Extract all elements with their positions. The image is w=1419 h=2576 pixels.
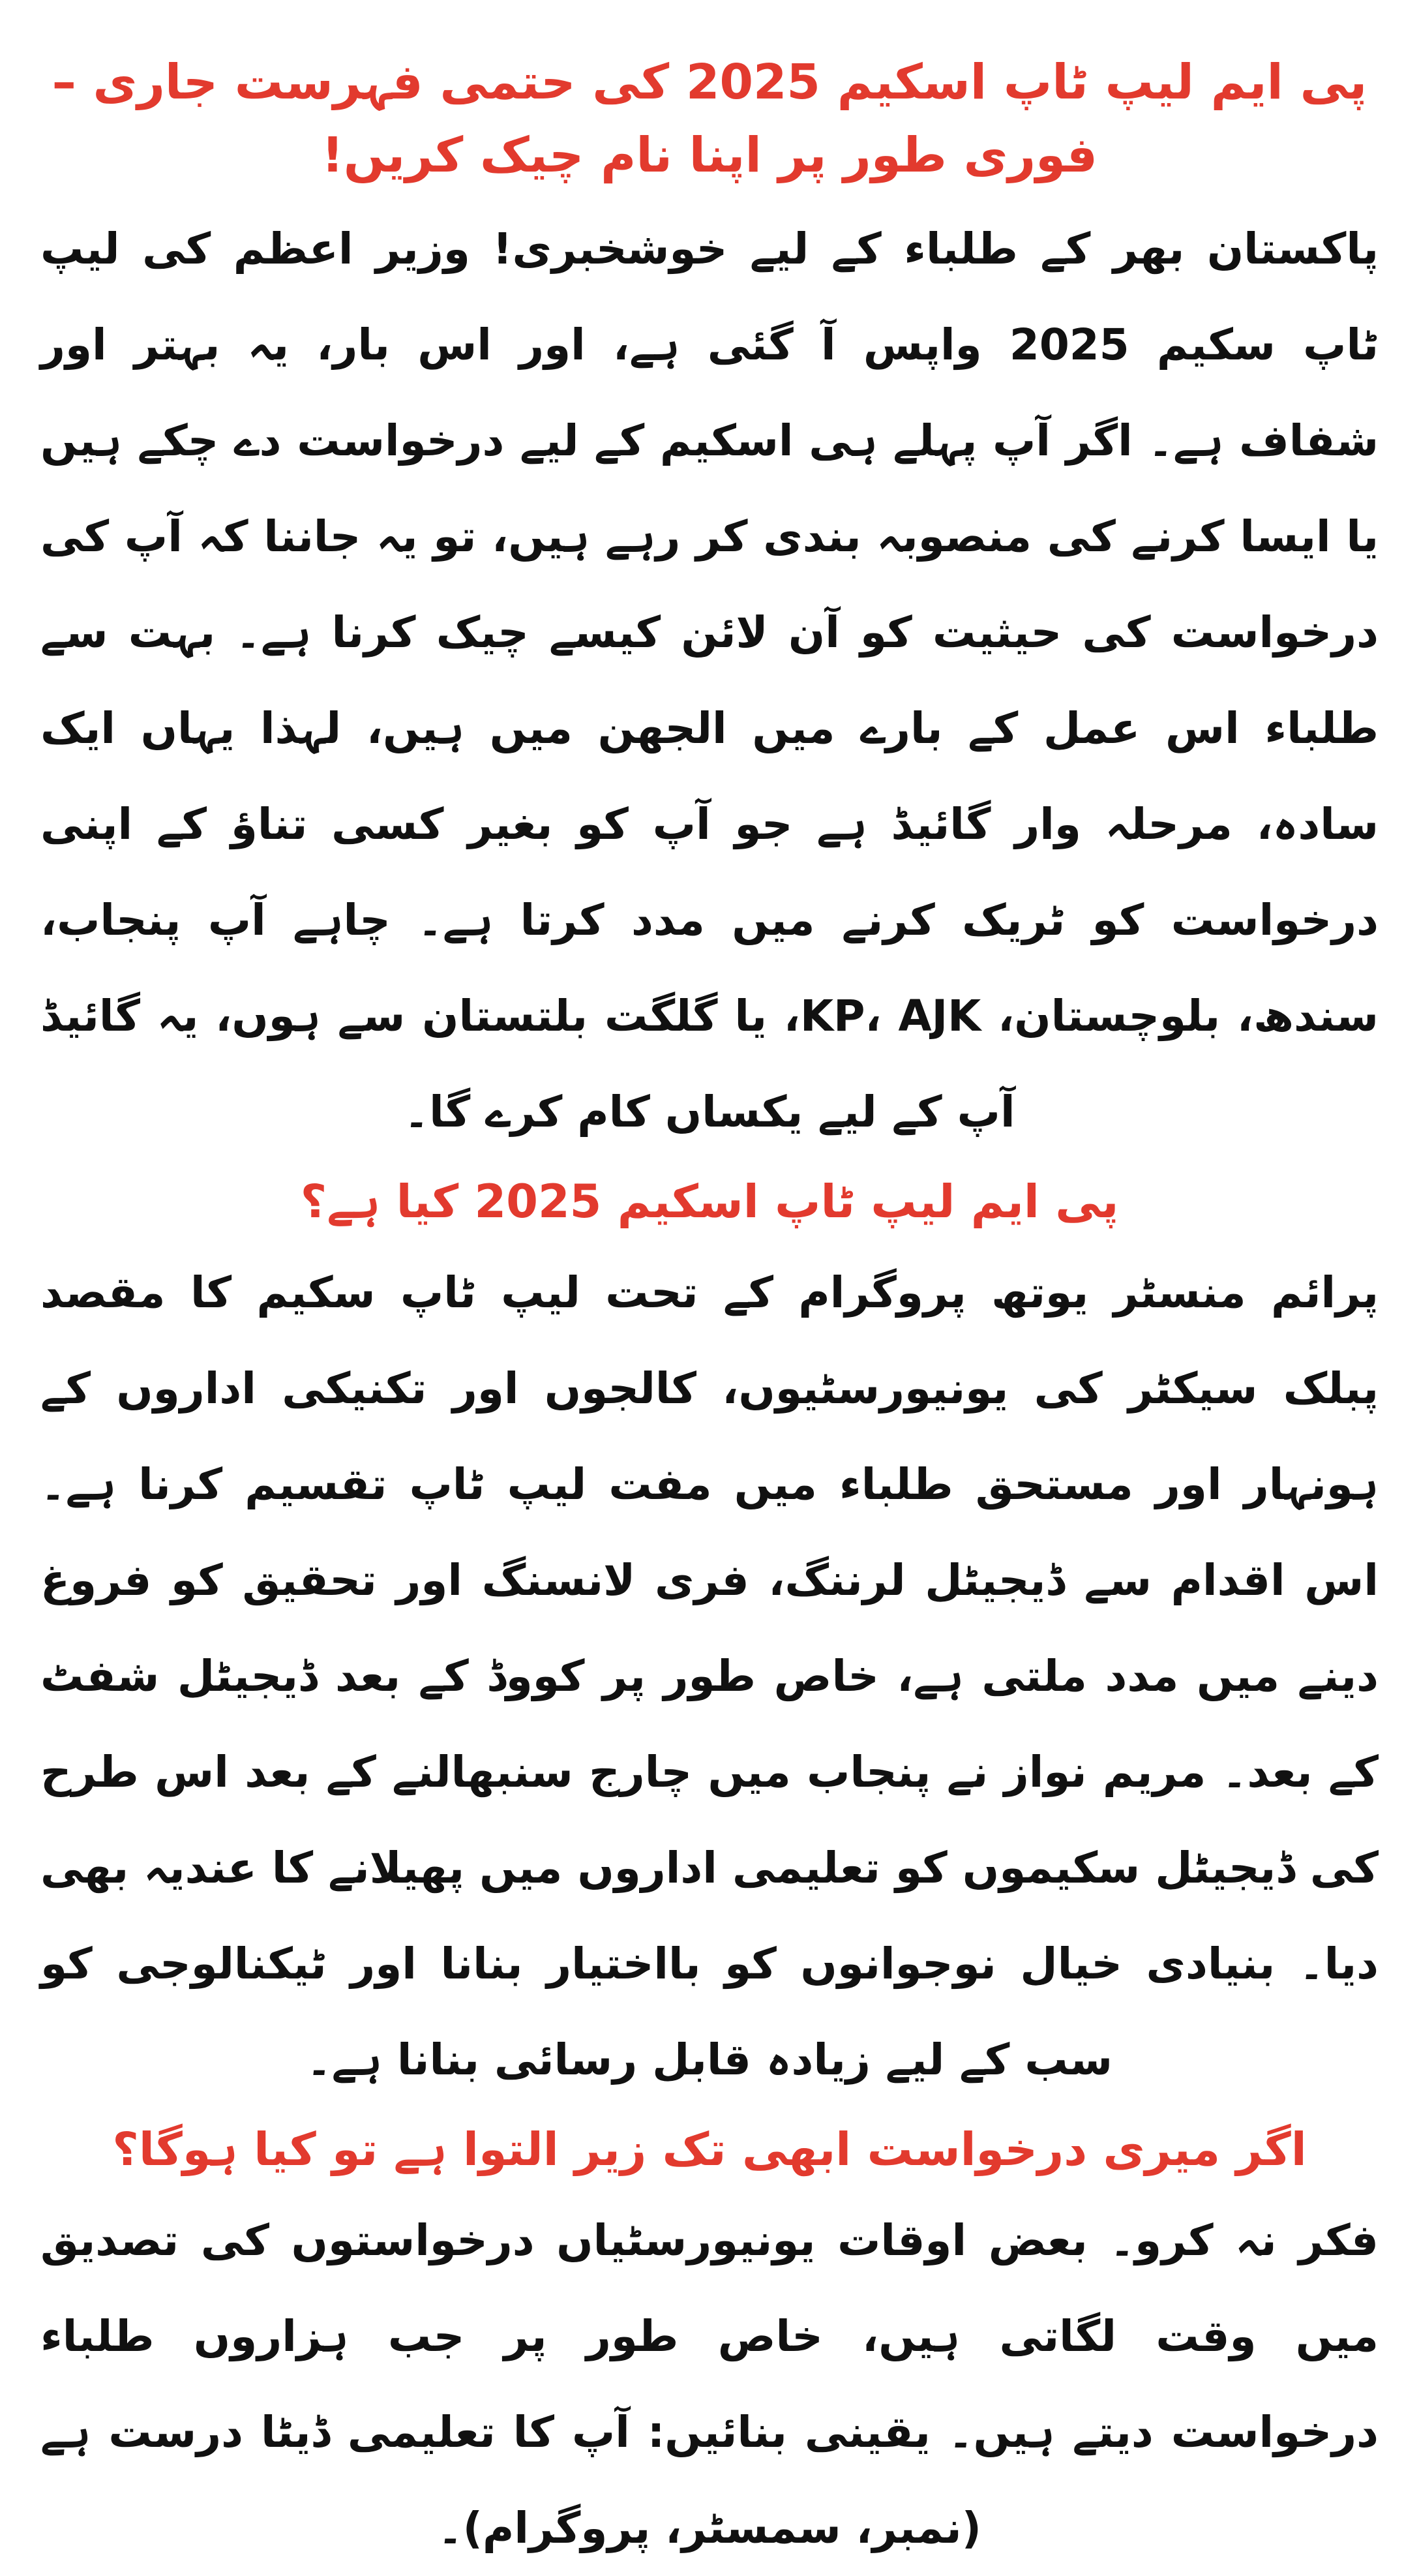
article-title: پی ایم لیپ ٹاپ اسکیم 2025 کی حتمی فہرست جاری – فوری طور پر اپنا نام چیک کریں! [52,54,1367,183]
section-heading-what-is-scheme: پی ایم لیپ ٹاپ اسکیم 2025 کیا ہے؟ [300,1175,1119,1228]
pending-application-paragraph: فکر نہ کرو۔ بعض اوقات یونیورسٹیاں درخواستوں کی تصدیق میں وقت لگاتی ہیں، خاص طور پر جب ہزاروں طلباء درخواست دیتے ہیں۔ یقینی بنائیں: آپ کا تعلیمی ڈیٹا درست ہے (نمبر، سمسٹر، پروگرام)۔ [40,2215,1379,2553]
section-heading-pending-application: اگر میری درخواست ابھی تک زیر التوا ہے تو کیا ہوگا؟ [112,2123,1307,2176]
intro-paragraph: پاکستان بھر کے طلباء کے لیے خوشخبری! وزیر اعظم کی لیپ ٹاپ سکیم 2025 واپس آ گئی ہے، اور اس بار، یہ بہتر اور شفاف ہے۔ اگر آپ پہلے ہی اسکیم کے لیے درخواست دے چکے ہیں یا ایسا کرنے کی منصوبہ بندی کر رہے ہیں، تو یہ جاننا کہ آپ کی درخواست کی حیثیت کو آن لائن کیسے چیک کرنا ہے۔ بہت سے طلباء اس عمل کے بارے میں الجھن میں ہیں، لہذا یہاں ایک سادہ، مرحلہ وار گائیڈ ہے جو آپ کو بغیر کسی تناؤ کے اپنی درخواست کو ٹریک کرنے میں مدد کرتا ہے۔ چاہے آپ پنجاب، سندھ، بلوچستان، KP، AJK، یا گلگت بلتستان سے ہوں، یہ گائیڈ آپ کے لیے یکساں کام کرے گا۔ [40,224,1379,1137]
scheme-description-paragraph: پرائم منسٹر یوتھ پروگرام کے تحت لیپ ٹاپ سکیم کا مقصد پبلک سیکٹر کی یونیورسٹیوں، کالجوں اور تکنیکی اداروں کے ہونہار اور مستحق طلباء میں مفت لیپ ٹاپ تقسیم کرنا ہے۔ اس اقدام سے ڈیجیٹل لرننگ، فری لانسنگ اور تحقیق کو فروغ دینے میں مدد ملتی ہے، خاص طور پر کووڈ کے بعد ڈیجیٹل شفٹ کے بعد۔ مریم نواز نے پنجاب میں چارج سنبھالنے کے بعد اس طرح کی ڈیجیٹل سکیموں کو تعلیمی اداروں میں پھیلانے کا عندیہ بھی دیا۔ بنیادی خیال نوجوانوں کو بااختیار بنانا اور ٹیکنالوجی کو سب کے لیے زیادہ قابل رسائی بنانا ہے۔ [40,1267,1379,2085]
